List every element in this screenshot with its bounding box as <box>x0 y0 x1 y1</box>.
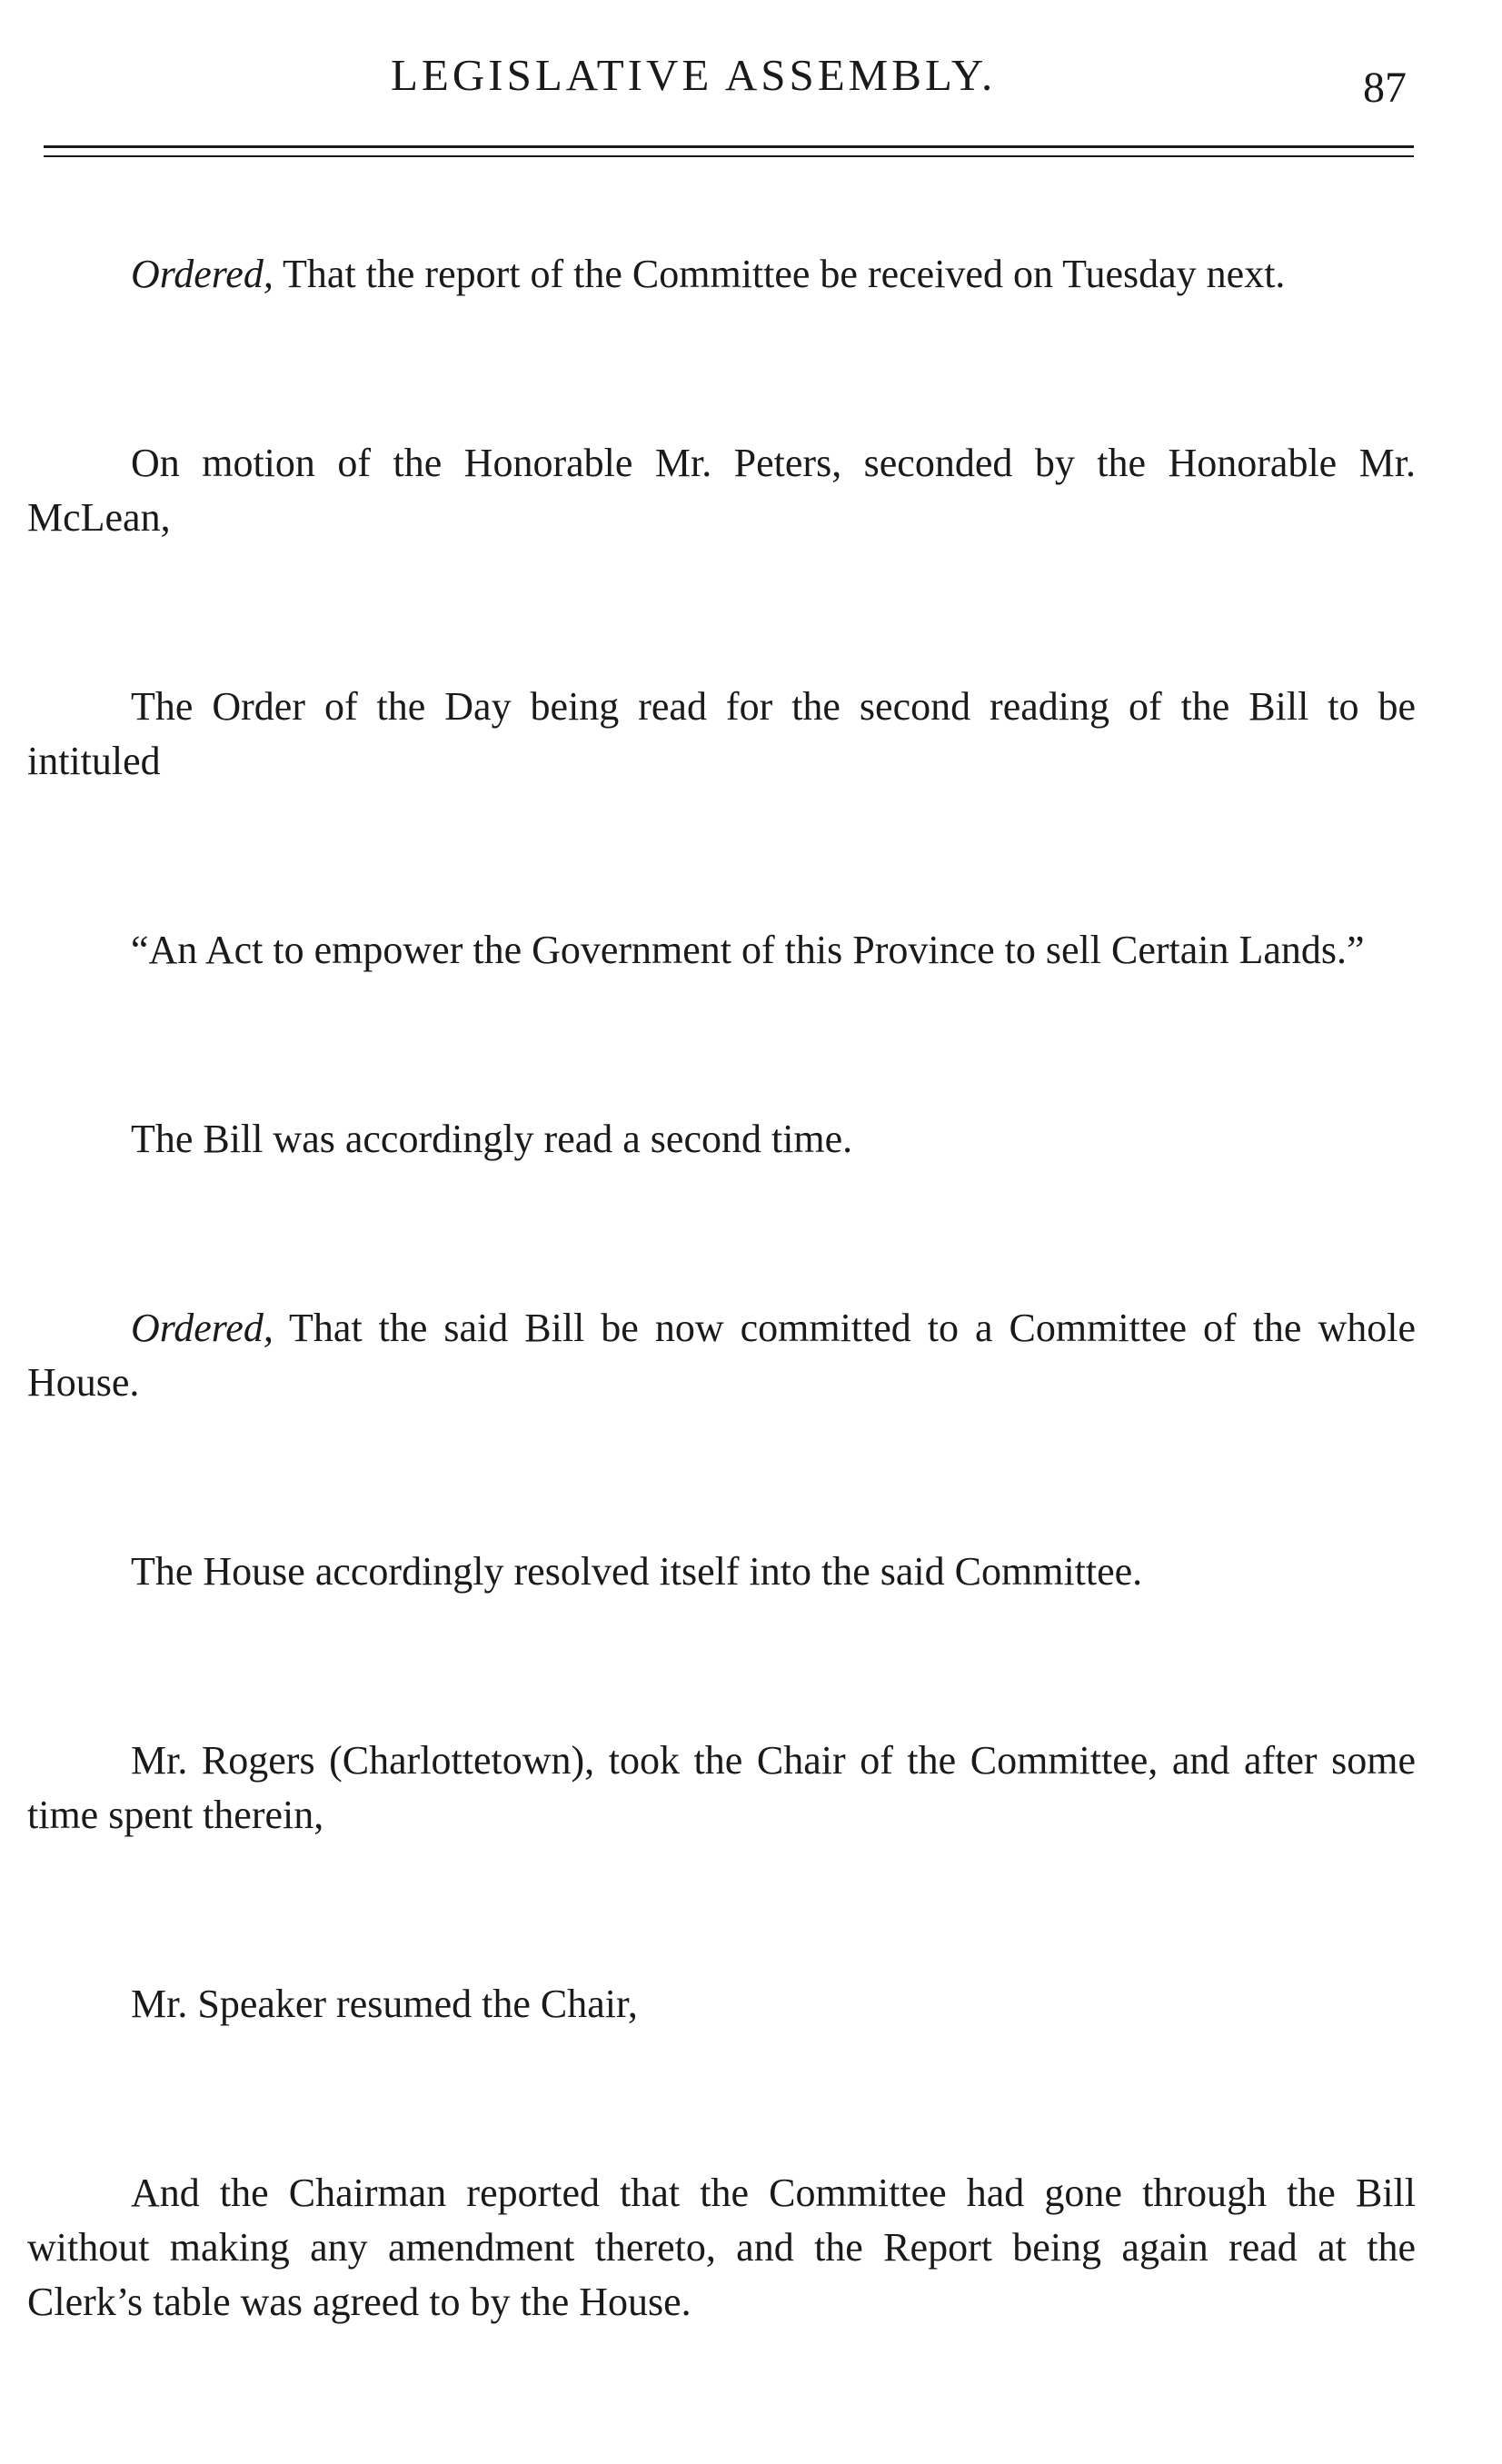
running-title: LEGISLATIVE ASSEMBLY. <box>391 50 997 100</box>
ordered-lead: Ordered, <box>131 1306 274 1350</box>
header-rule-bottom <box>44 155 1414 157</box>
paragraph-text: That the report of the Committee be received on Tuesday next. <box>283 252 1286 296</box>
paragraph-text: That the said Bill be now committed to a Committee of the whole House. <box>27 1306 1416 1405</box>
paragraph-text: The Bill was accordingly read a second time. <box>131 1117 853 1161</box>
body-text <box>27 247 1416 2464</box>
running-head <box>0 44 1502 112</box>
paragraph-text: Mr. Speaker resumed the Chair, <box>131 1982 638 2026</box>
paragraph-house-resolved <box>27 1545 1416 1599</box>
page-number: 87 <box>1363 64 1407 112</box>
paragraph-text: The House accordingly resolved itself into the said Committee. <box>131 1549 1143 1594</box>
paragraph-second-reading <box>27 1112 1416 1167</box>
paragraph-chairman-report <box>27 2166 1416 2330</box>
paragraph-order-of-day <box>27 680 1416 789</box>
paragraph-rogers-chair <box>27 1734 1416 1843</box>
paragraph-text: And the Chairman reported that the Committee had gone through the Bill without making any amendment thereto, and the Report being again read at the Clerk’s table was agreed to by the House. <box>27 2171 1416 2324</box>
ordered-lead: Ordered, <box>131 252 274 296</box>
paragraph-text: Mr. Rogers (Charlottetown), took the Chair of the Committee, and after some time spent therein, <box>27 1738 1416 1837</box>
paragraph-ordered-committed <box>27 1301 1416 1410</box>
paragraph-text: The Order of the Day being read for the second reading of the Bill to be intituled <box>27 684 1416 783</box>
paragraph-text: “An Act to empower the Government of this Province to sell Certain Lands.” <box>131 928 1365 972</box>
paragraph-act-title <box>27 923 1416 978</box>
paragraph-speaker-resumed <box>27 1977 1416 2032</box>
header-rule-top <box>44 145 1414 148</box>
paragraph-motion <box>27 436 1416 545</box>
paragraph-ordered-report <box>27 247 1416 302</box>
paragraph-text: On motion of the Honorable Mr. Peters, seconded by the Honorable Mr. McLean, <box>27 441 1416 540</box>
